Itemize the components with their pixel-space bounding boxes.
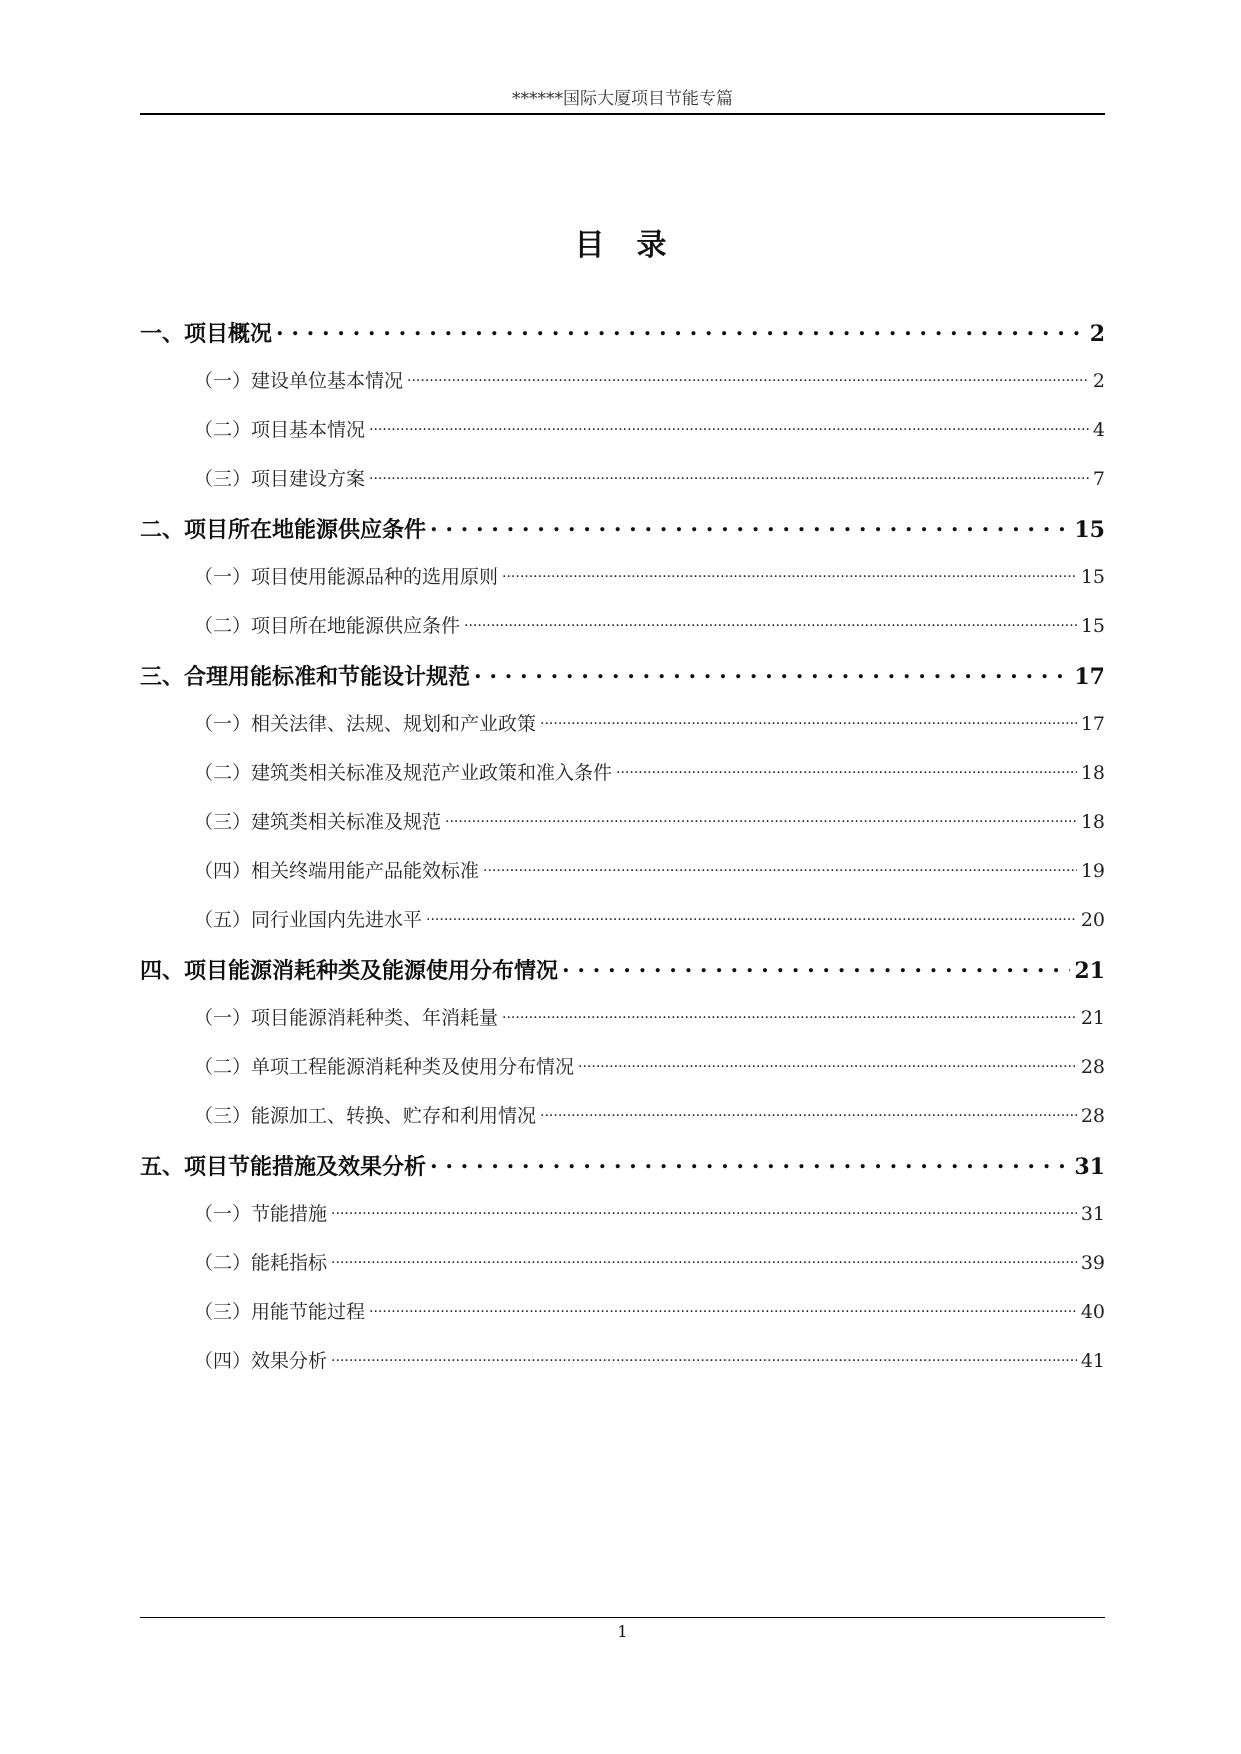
- toc-entry-page: 15: [1074, 517, 1105, 544]
- toc-entry-page: 41: [1080, 1349, 1105, 1372]
- dot-leader: [369, 462, 1089, 485]
- toc-entry[interactable]: [140, 1001, 1105, 1050]
- toc-entry-label: （一）节能措施: [194, 1202, 328, 1225]
- toc-entry-page: 39: [1080, 1251, 1105, 1274]
- toc-entry-page: 20: [1080, 908, 1105, 931]
- dot-leader: [331, 1246, 1077, 1269]
- toc-entry[interactable]: [140, 707, 1105, 756]
- toc-entry-label: （二）建筑类相关标准及规范产业政策和准入条件: [194, 761, 613, 784]
- dot-leader: [502, 1001, 1077, 1024]
- toc-entry-label: 三、合理用能标准和节能设计规范: [140, 664, 471, 691]
- toc-entry-label: （二）能耗指标: [194, 1251, 328, 1274]
- toc-entry[interactable]: [140, 1246, 1105, 1295]
- toc-entry[interactable]: [140, 1197, 1105, 1246]
- dot-leader: [426, 903, 1077, 926]
- running-header: ******国际大厦项目节能专篇: [512, 89, 733, 109]
- toc-entry[interactable]: [140, 756, 1105, 805]
- toc-entry-label: （二）项目基本情况: [194, 418, 366, 441]
- dot-leader: [540, 707, 1077, 730]
- toc-entry-page: 7: [1092, 467, 1105, 490]
- dot-leader: [540, 1099, 1077, 1122]
- toc-entry-page: 21: [1080, 1006, 1105, 1029]
- dot-leader: [430, 511, 1070, 537]
- toc-entry-label: （三）建筑类相关标准及规范: [194, 810, 442, 833]
- toc-entry-page: 18: [1080, 761, 1105, 784]
- dot-leader: [369, 1295, 1077, 1318]
- toc-entry-page: 28: [1080, 1055, 1105, 1078]
- dot-leader: [502, 560, 1077, 583]
- dot-leader: [616, 756, 1077, 779]
- dot-leader: [331, 1197, 1077, 1220]
- dot-leader: [464, 609, 1077, 632]
- toc-entry-label: （五）同行业国内先进水平: [194, 908, 423, 931]
- toc-entry-label: （四）效果分析: [194, 1349, 328, 1372]
- toc-entry[interactable]: [140, 952, 1105, 1001]
- toc-entry[interactable]: [140, 609, 1105, 658]
- toc-entry-page: 31: [1080, 1202, 1105, 1225]
- dot-leader: [445, 805, 1077, 828]
- toc-entry[interactable]: [140, 315, 1105, 364]
- toc-entry[interactable]: [140, 1344, 1105, 1393]
- toc-entry-page: 2: [1092, 369, 1105, 392]
- toc-entry-page: 17: [1074, 664, 1105, 691]
- toc-entry-label: （二）单项工程能源消耗种类及使用分布情况: [194, 1055, 575, 1078]
- header-rule: [140, 113, 1105, 115]
- toc-entry[interactable]: [140, 854, 1105, 903]
- toc-entry-page: 4: [1092, 418, 1105, 441]
- toc-entry-page: 17: [1080, 712, 1105, 735]
- toc-entry[interactable]: [140, 511, 1105, 560]
- toc-entry-page: 15: [1080, 614, 1105, 637]
- toc-entry-label: 五、项目节能措施及效果分析: [140, 1154, 427, 1181]
- dot-leader: [407, 364, 1089, 387]
- toc-entry[interactable]: [140, 1148, 1105, 1197]
- table-of-contents: [140, 315, 1105, 1393]
- dot-leader: [276, 315, 1086, 341]
- toc-entry-label: （一）相关法律、法规、规划和产业政策: [194, 712, 537, 735]
- toc-entry-label: （三）用能节能过程: [194, 1300, 366, 1323]
- toc-entry-page: 31: [1074, 1154, 1105, 1181]
- toc-entry-label: （三）能源加工、转换、贮存和利用情况: [194, 1104, 537, 1127]
- toc-entry[interactable]: [140, 413, 1105, 462]
- footer-rule: [140, 1617, 1105, 1618]
- toc-entry-label: （四）相关终端用能产品能效标准: [194, 859, 480, 882]
- page-title: 目录: [574, 228, 699, 263]
- toc-entry-page: 19: [1080, 859, 1105, 882]
- toc-entry[interactable]: [140, 903, 1105, 952]
- toc-entry-label: 一、项目概况: [140, 321, 273, 348]
- dot-leader: [369, 413, 1089, 436]
- toc-entry-page: 28: [1080, 1104, 1105, 1127]
- toc-entry-label: 二、项目所在地能源供应条件: [140, 517, 427, 544]
- toc-entry-page: 18: [1080, 810, 1105, 833]
- toc-entry-label: 四、项目能源消耗种类及能源使用分布情况: [140, 958, 559, 985]
- toc-entry-page: 15: [1080, 565, 1105, 588]
- dot-leader: [474, 658, 1070, 684]
- toc-entry[interactable]: [140, 1295, 1105, 1344]
- dot-leader: [430, 1148, 1070, 1174]
- toc-entry-label: （一）项目使用能源品种的选用原则: [194, 565, 499, 588]
- toc-entry-label: （一）建设单位基本情况: [194, 369, 404, 392]
- toc-entry[interactable]: [140, 1050, 1105, 1099]
- toc-entry-page: 2: [1089, 321, 1105, 348]
- dot-leader: [578, 1050, 1077, 1073]
- dot-leader: [562, 952, 1070, 978]
- toc-entry-label: （一）项目能源消耗种类、年消耗量: [194, 1006, 499, 1029]
- toc-entry[interactable]: [140, 805, 1105, 854]
- toc-entry-page: 40: [1080, 1300, 1105, 1323]
- page-number: 1: [617, 1622, 628, 1641]
- toc-entry-label: （二）项目所在地能源供应条件: [194, 614, 461, 637]
- toc-entry[interactable]: [140, 658, 1105, 707]
- toc-entry-label: （三）项目建设方案: [194, 467, 366, 490]
- toc-entry-page: 21: [1074, 958, 1105, 985]
- toc-entry[interactable]: [140, 1099, 1105, 1148]
- dot-leader: [331, 1344, 1077, 1367]
- toc-entry[interactable]: [140, 462, 1105, 511]
- dot-leader: [483, 854, 1077, 877]
- toc-entry[interactable]: [140, 364, 1105, 413]
- toc-entry[interactable]: [140, 560, 1105, 609]
